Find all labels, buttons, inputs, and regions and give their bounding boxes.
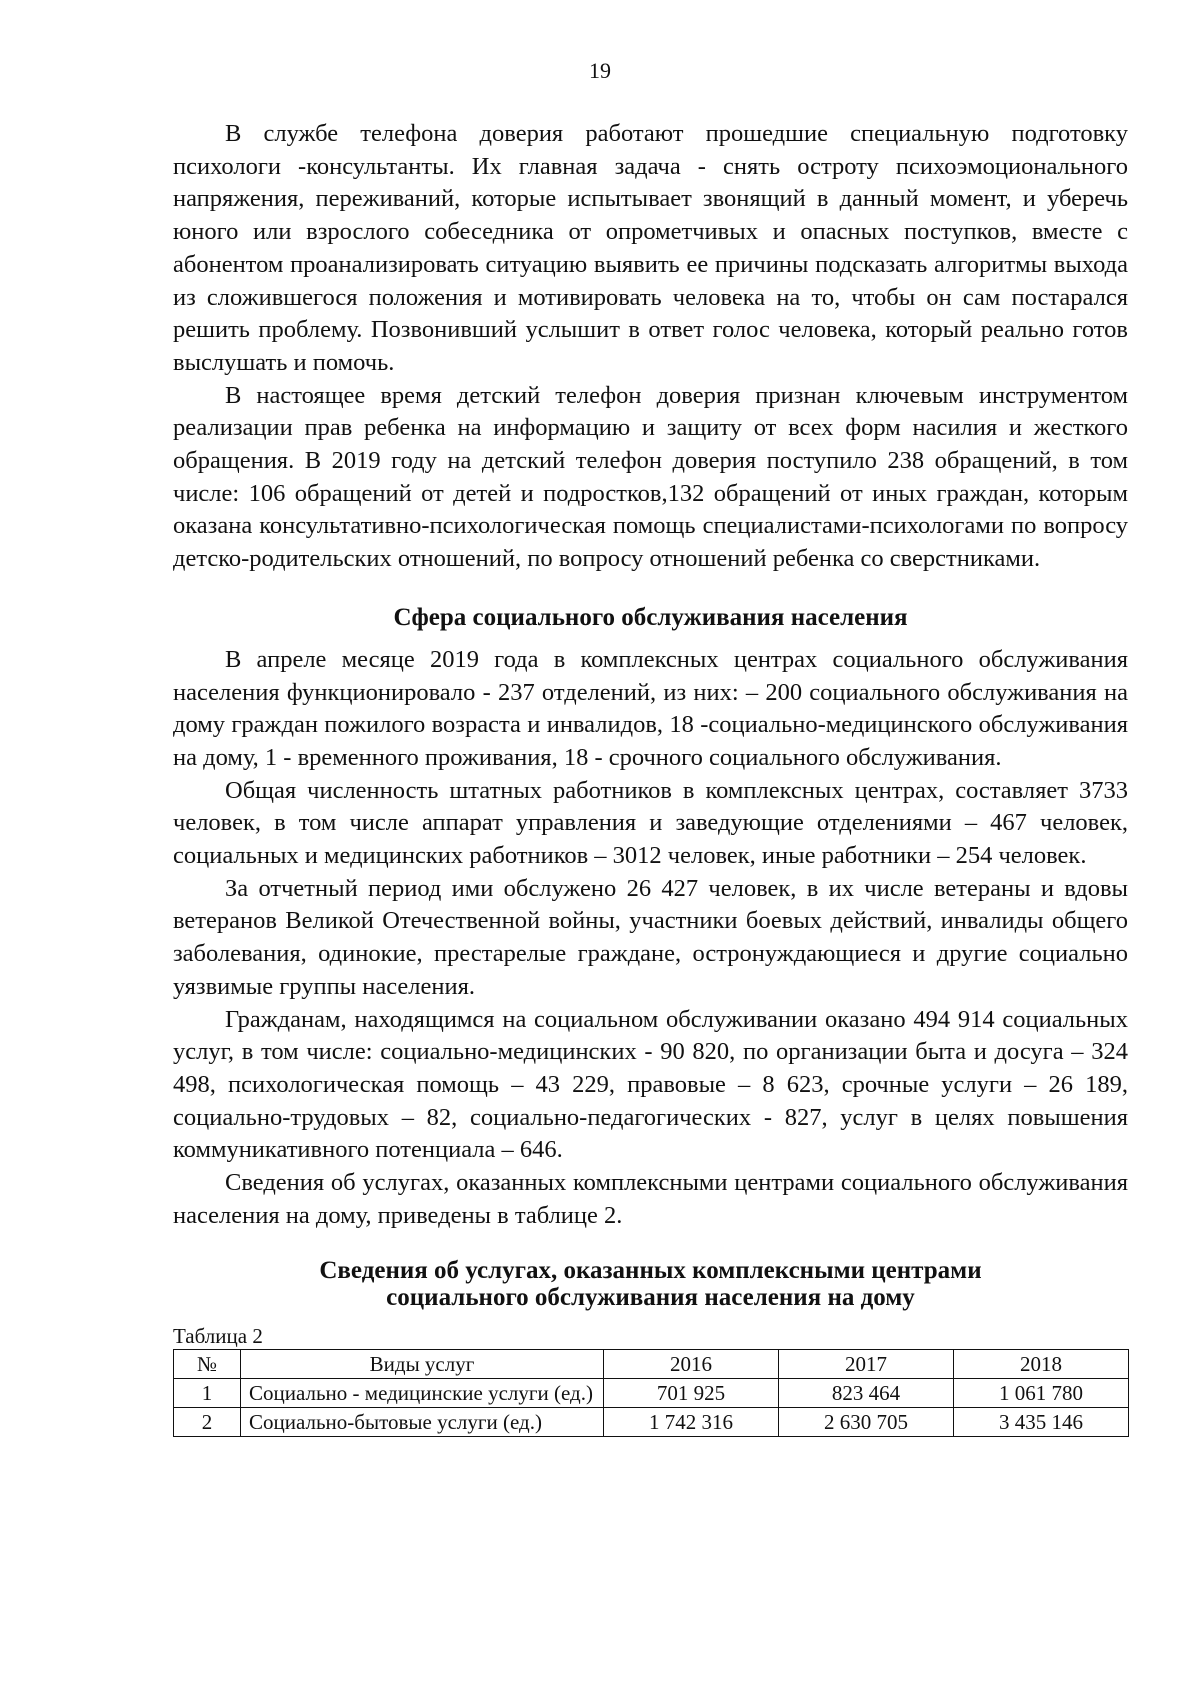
table-title — [173, 1257, 1128, 1311]
header-year: 2018 — [954, 1349, 1129, 1378]
row-number: 2 — [174, 1407, 241, 1436]
table-row — [174, 1407, 1129, 1436]
page-number: 19 — [589, 58, 611, 83]
header-service-type: Виды услуг — [241, 1349, 604, 1378]
table-title-line: Сведения об услугах, оказанных комплексными центрами — [319, 1256, 982, 1284]
document-body — [173, 118, 1128, 1437]
service-name: Социально-бытовые услуги (ед.) — [241, 1407, 604, 1436]
value-cell: 2 630 705 — [779, 1407, 954, 1436]
paragraph: Гражданам, находящимся на социальном обслуживании оказано 494 914 социальных услуг, в том числе: социально-медицинских - 90 820, по организации быта и досуга – 324 498, психологическая помощь – 43 229, правовые – 8 623, срочные услуги – 26 189, социально-трудовых – 82, социально-педагогических - 827, услуг в целях повышения коммуникативного потенциала – 646. — [173, 1005, 1128, 1164]
header-year: 2017 — [779, 1349, 954, 1378]
paragraph: В настоящее время детский телефон доверия признан ключевым инструментом реализации прав ребенка на информацию и защиту от всех форм насилия и жесткого обращения. В 2019 году на детский телефон доверия поступило 238 обращений, в том числе: 106 обращений от детей и подростков,132 обращений от иных граждан, которым оказана консультативно-психологическая помощь специалистами-психологами по вопросу детско-родительских отношений, по вопросу отношений ребенка со сверстниками. — [173, 381, 1128, 573]
table-header-row — [174, 1349, 1129, 1378]
paragraph: Общая численность штатных работников в комплексных центрах, составляет 3733 человек, в том числе аппарат управления и заведующие отделениями – 467 человек, социальных и медицинских работников – 3012 человек, иные работники – 254 человек. — [173, 776, 1128, 870]
value-cell: 1 742 316 — [604, 1407, 779, 1436]
paragraph: В службе телефона доверия работают прошедшие специальную подготовку психологи -консультанты. Их главная задача - снять остроту психоэмоционального напряжения, переживаний, которые испытывает звонящий в данный момент, и уберечь юного или взрослого собеседника от опрометчивых и опасных поступков, вместе с абонентом проанализировать ситуацию выявить ее причины подсказать алгоритмы выхода из сложившегося положения и мотивировать человека на то, чтобы он сам постарался решить проблему. Позвонивший услышит в ответ голос человека, который реально готов выслушать и помочь. — [173, 120, 1128, 376]
services-table — [173, 1349, 1129, 1437]
paragraph: Сведения об услугах, оказанных комплексными центрами социального обслуживания населения на дому, приведены в таблице 2. — [173, 1169, 1128, 1229]
header-year: 2016 — [604, 1349, 779, 1378]
table-title-line: социального обслуживания населения на дому — [386, 1283, 915, 1311]
row-number: 1 — [174, 1378, 241, 1407]
paragraph: За отчетный период ими обслужено 26 427 человек, в их числе ветераны и вдовы ветеранов Великой Отечественной войны, участники боевых действий, инвалиды общего заболевания, одинокие, престарелые граждане, остронуждающиеся и другие социально уязвимые группы населения. — [173, 874, 1128, 1000]
paragraph: В апреле месяце 2019 года в комплексных центрах социального обслуживания населения функционировало - 237 отделений, из них: – 200 социального обслуживания на дому граждан пожилого возраста и инвалидов, 18 -социально-медицинского обслуживания на дому, 1 - временного проживания, 18 - срочного социального обслуживания. — [173, 645, 1128, 771]
value-cell: 3 435 146 — [954, 1407, 1129, 1436]
header-number: № — [174, 1349, 241, 1378]
value-cell: 1 061 780 — [954, 1378, 1129, 1407]
service-name: Социально - медицинские услуги (ед.) — [241, 1378, 604, 1407]
value-cell: 701 925 — [604, 1378, 779, 1407]
table-caption: Таблица 2 — [173, 1323, 263, 1348]
table-row — [174, 1378, 1129, 1407]
value-cell: 823 464 — [779, 1378, 954, 1407]
section-title: Сфера социального обслуживания населения — [393, 603, 908, 631]
